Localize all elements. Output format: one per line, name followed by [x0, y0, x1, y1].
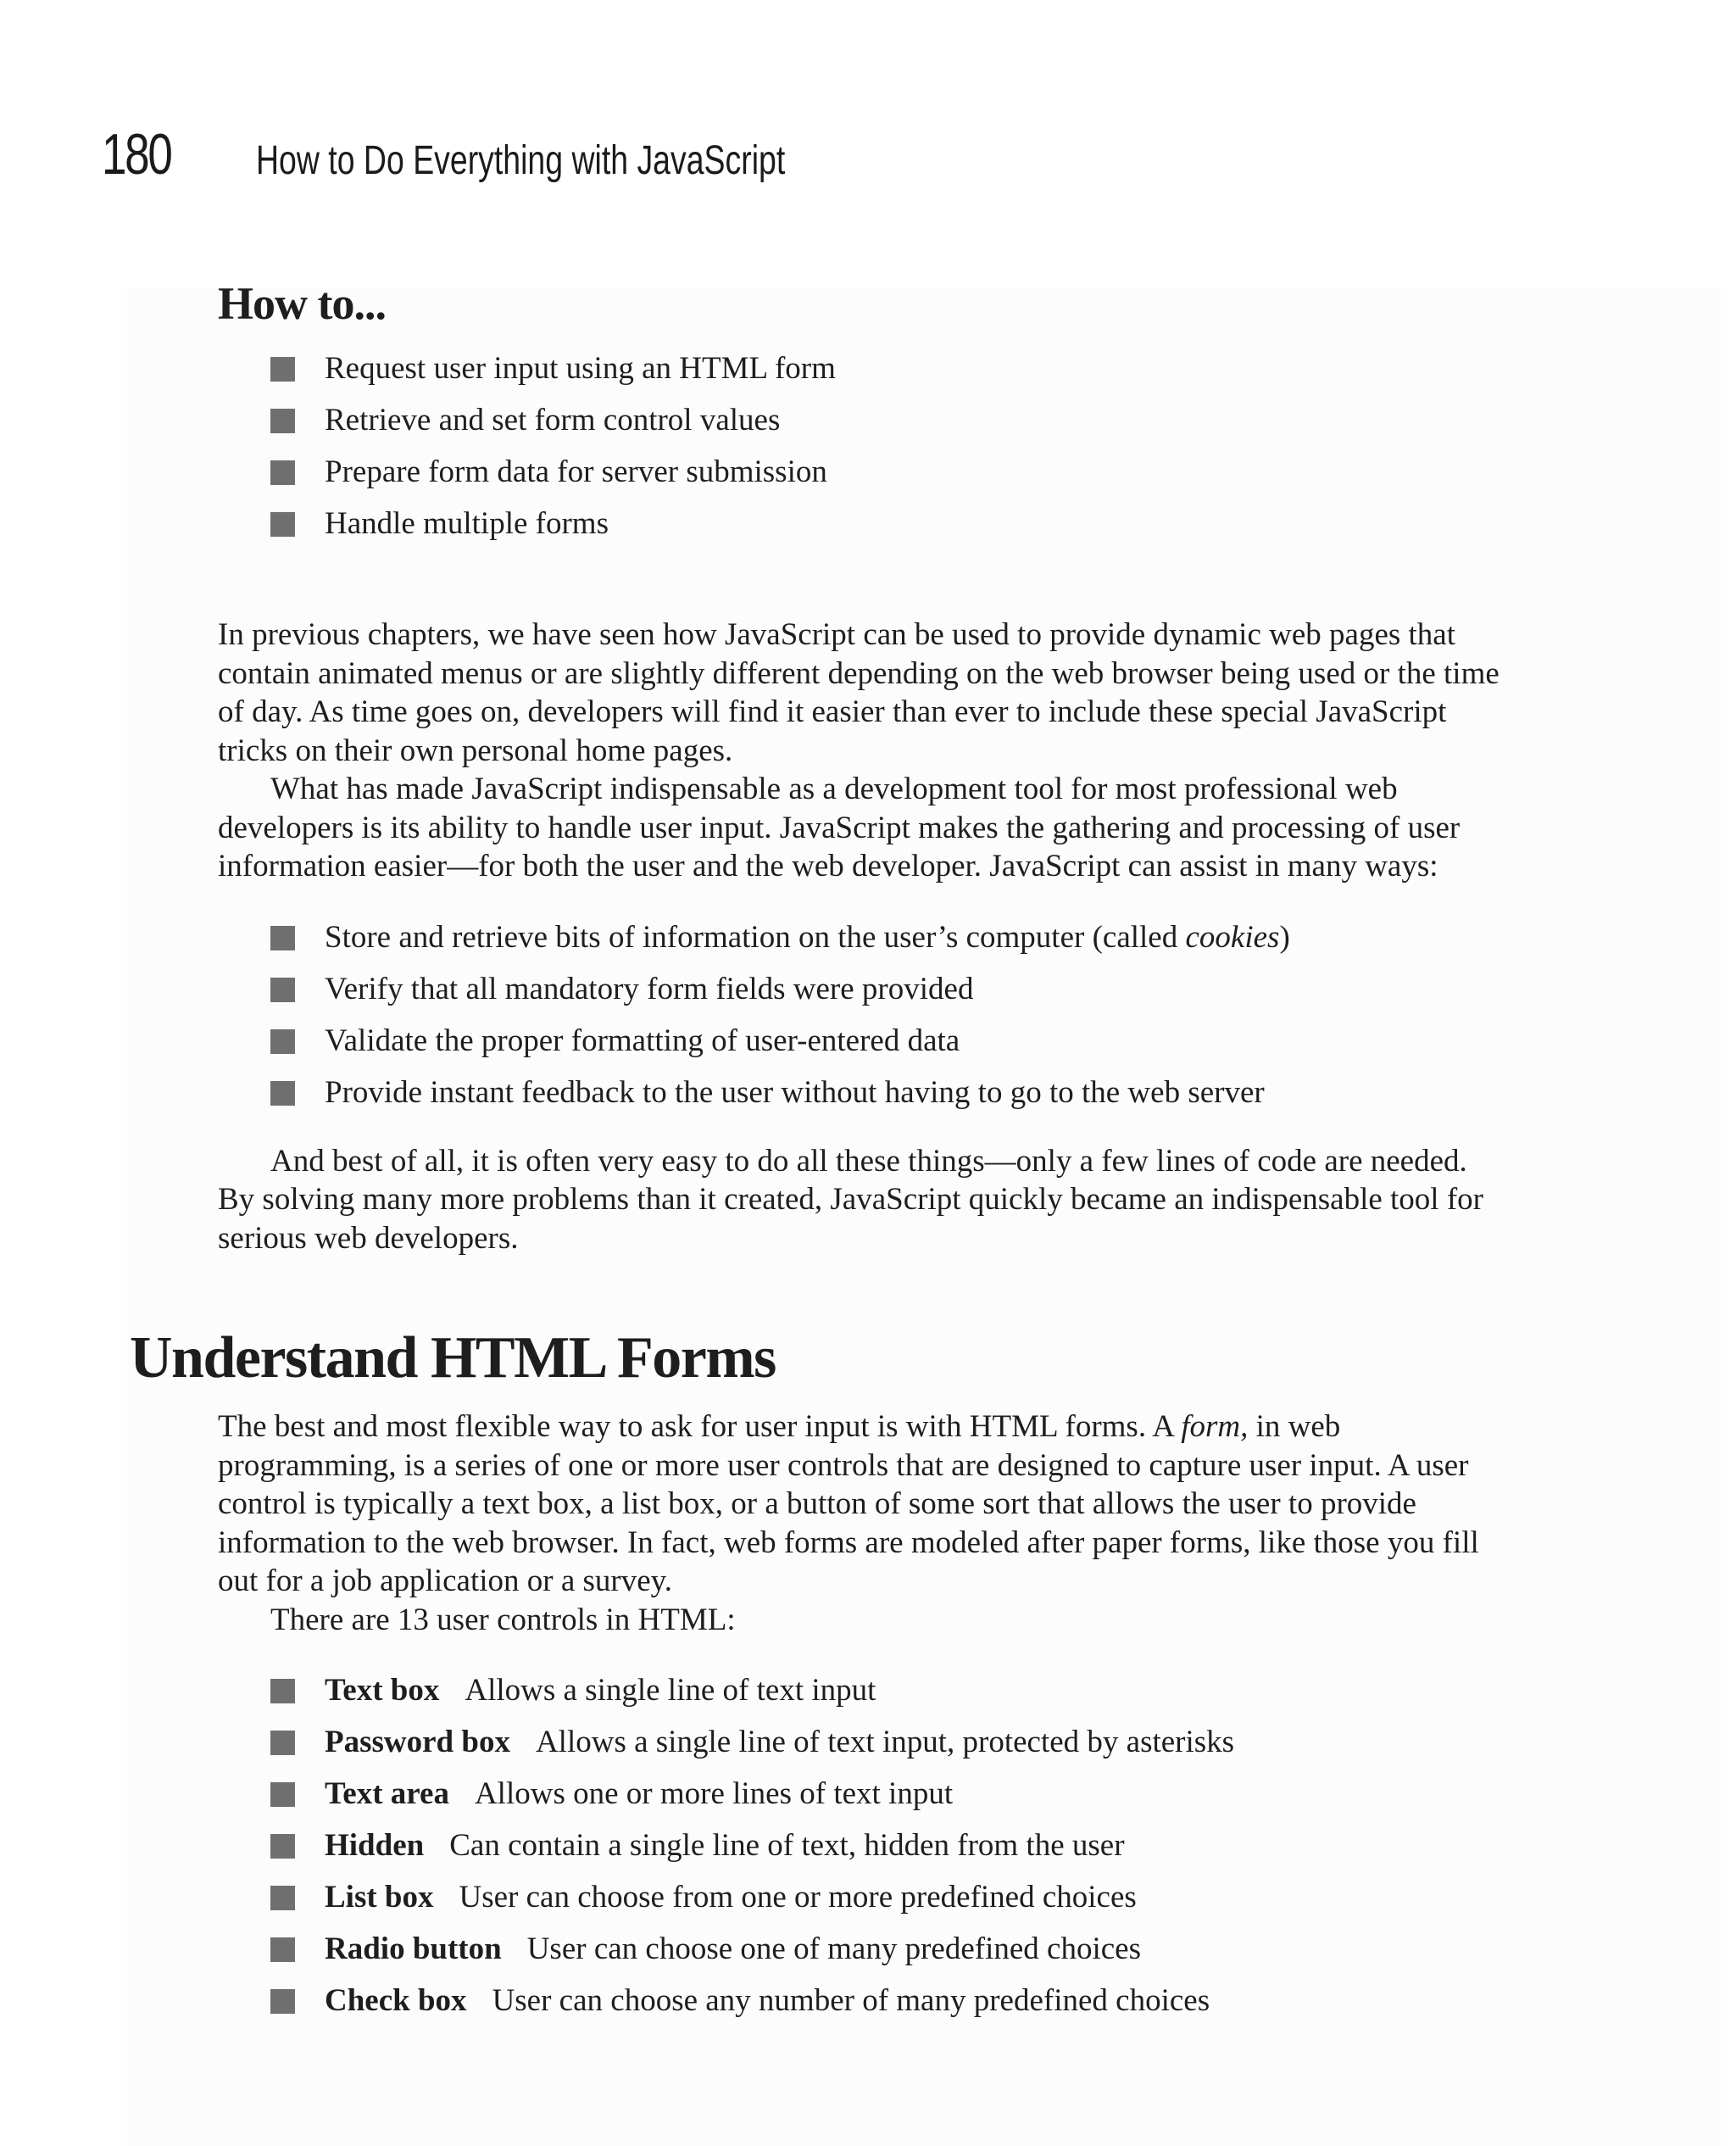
control-term: Radio button	[325, 1931, 502, 1966]
bullet-square-icon	[270, 357, 295, 382]
control-description: Can contain a single line of text, hidden from the user	[449, 1828, 1125, 1863]
forms-section	[218, 1407, 1506, 2026]
bullet-square-icon	[270, 409, 295, 433]
bullet-square-icon	[270, 1782, 295, 1807]
control-description: Allows one or more lines of text input	[474, 1776, 954, 1811]
bullet-square-icon	[270, 1834, 295, 1859]
chapter-opening	[218, 276, 1506, 1257]
bullet-square-icon	[270, 1731, 295, 1755]
control-term: Password box	[325, 1725, 510, 1759]
bullet-square-icon	[270, 978, 295, 1002]
list-item	[270, 1820, 1506, 1871]
form-term: form,	[1181, 1409, 1249, 1444]
html-controls-list	[218, 1664, 1506, 2026]
list-item: Prepare form data for server submission	[270, 446, 1506, 498]
control-term: Hidden	[325, 1828, 425, 1863]
list-item	[270, 1923, 1506, 1975]
list-item	[270, 1871, 1506, 1923]
list-item: Provide instant feedback to the user without having to go to the web server	[270, 1067, 1506, 1118]
page-number: 180	[102, 122, 171, 187]
javascript-benefits-list	[218, 911, 1506, 1118]
bullet-square-icon	[270, 460, 295, 485]
list-item	[270, 1664, 1506, 1716]
bullet-square-icon	[270, 1989, 295, 2014]
bullet-square-icon	[270, 1886, 295, 1910]
list-item: Retrieve and set form control values	[270, 394, 1506, 446]
list-item	[270, 1768, 1506, 1820]
forms-intro-paragraph: The best and most flexible way to ask for user input is with HTML forms. A form, in web programming, is a series of one or more user controls that are designed to capture user input. A user control is typically a text box, a list box, or a button of some sort that allows the user to provide information to the web browser. In fact, web forms are modeled after paper forms, like those you fill out for a job application or a survey.	[218, 1409, 1479, 1598]
how-to-list	[218, 343, 1506, 549]
list-item: Validate the proper formatting of user-entered data	[270, 1015, 1506, 1067]
control-term: List box	[325, 1880, 434, 1915]
list-item: Request user input using an HTML form	[270, 343, 1506, 394]
bullet-square-icon	[270, 1679, 295, 1703]
section-heading: Understand HTML Forms	[130, 1325, 776, 1391]
list-item: Store and retrieve bits of information on the user’s computer (called cookies)	[270, 911, 1506, 963]
control-description: Allows a single line of text input	[465, 1673, 876, 1708]
bullet-square-icon	[270, 926, 295, 950]
bullet-square-icon	[270, 1081, 295, 1106]
intro-paragraph: In previous chapters, we have seen how JavaScript can be used to provide dynamic web pages that contain animated menus or are slightly different depending on the web browser being used or the time of day. As time goes on, developers will find it easier than ever to include these special JavaScript tricks on their own personal home pages.	[218, 617, 1500, 768]
closing-paragraph: And best of all, it is often very easy to do all these things—only a few lines of code are needed. By solving many more problems than it created, JavaScript quickly became an indispensable tool for serious web developers.	[218, 1143, 1483, 1256]
control-description: Allows a single line of text input, protected by asterisks	[535, 1725, 1235, 1759]
bullet-square-icon	[270, 1937, 295, 1962]
bullet-square-icon	[270, 1029, 295, 1054]
intro-paragraph-2: What has made JavaScript indispensable as a development tool for most professional web developers is its ability to handle user input. JavaScript makes the gathering and processing of user information easier—for both the user and the web developer. JavaScript can assist in many ways:	[218, 772, 1461, 883]
how-to-heading: How to...	[218, 278, 386, 329]
list-item: Verify that all mandatory form fields were provided	[270, 963, 1506, 1015]
running-title: How to Do Everything with JavaScript	[256, 138, 786, 183]
cookies-term: cookies	[1185, 919, 1280, 955]
control-term: Text area	[325, 1776, 449, 1811]
list-item: Handle multiple forms	[270, 498, 1506, 549]
control-description: User can choose any number of many predefined choices	[492, 1983, 1210, 2018]
controls-count-paragraph: There are 13 user controls in HTML:	[270, 1602, 736, 1637]
control-description: User can choose one of many predefined choices	[526, 1931, 1141, 1966]
control-term: Text box	[325, 1673, 440, 1708]
list-item	[270, 1716, 1506, 1768]
control-description: User can choose from one or more predefined choices	[459, 1880, 1137, 1915]
control-term: Check box	[325, 1983, 467, 2018]
bullet-square-icon	[270, 512, 295, 537]
list-item	[270, 1975, 1506, 2026]
